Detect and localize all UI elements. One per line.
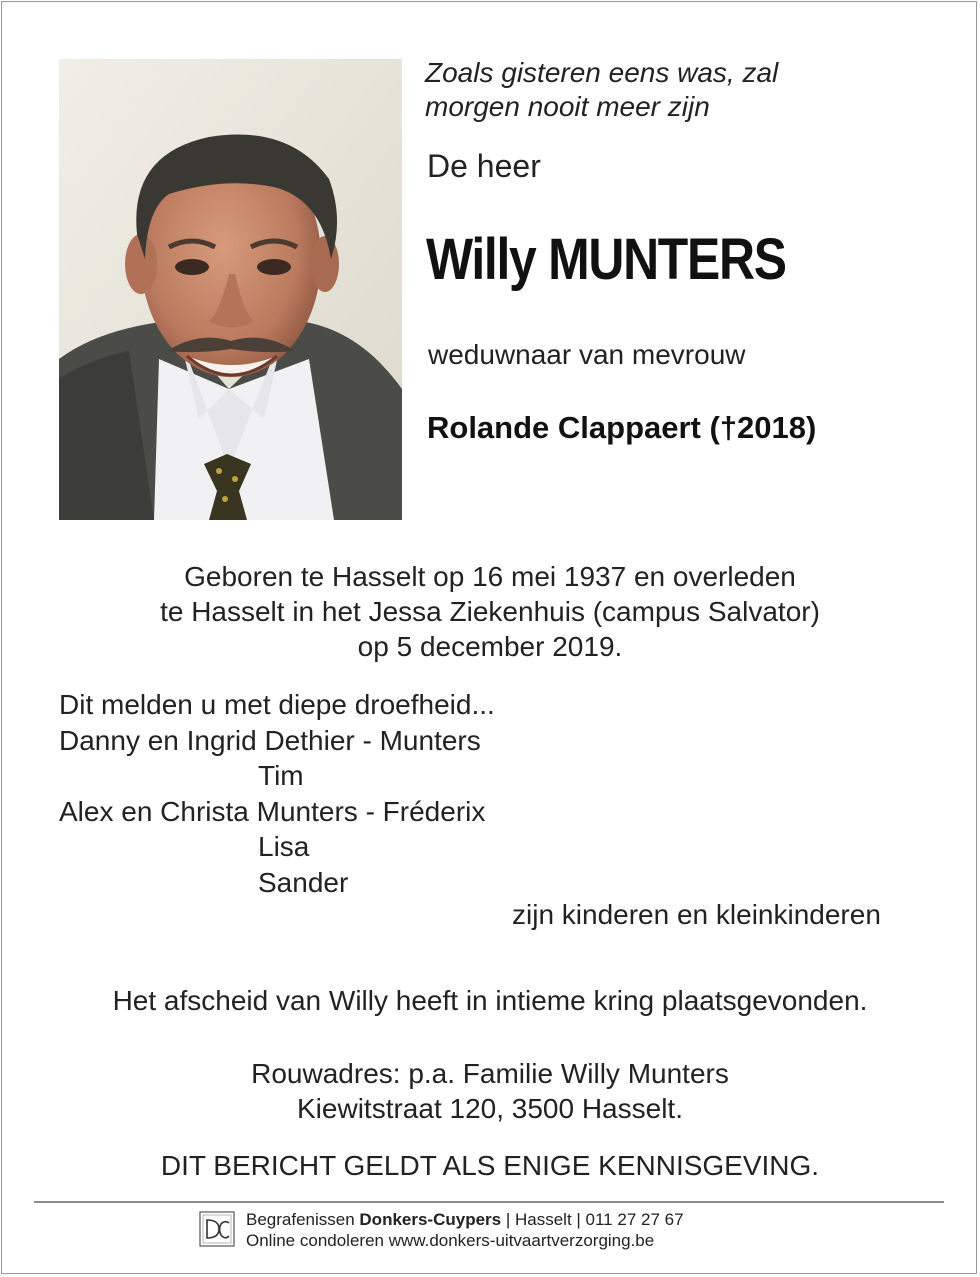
quote-line-2: morgen nooit meer zijn bbox=[425, 91, 710, 122]
footer-divider bbox=[34, 1201, 944, 1203]
notice-statement: DIT BERICHT GELDT ALS ENIGE KENNISGEVING. bbox=[160, 1150, 820, 1181]
portrait-icon bbox=[59, 59, 402, 520]
family-member: Danny en Ingrid Dethier - Munters bbox=[59, 724, 481, 756]
family-list bbox=[59, 687, 495, 900]
footer-prefix: Begrafenissen bbox=[246, 1210, 360, 1229]
mourning-address bbox=[0, 1056, 980, 1126]
address-line-1: Rouwadres: p.a. Familie Willy Munters bbox=[251, 1058, 729, 1089]
address-line-2: Kiewitstraat 120, 3500 Hasselt. bbox=[297, 1093, 683, 1124]
footer-line-1 bbox=[246, 1209, 684, 1230]
memorial-quote bbox=[425, 56, 778, 124]
honorific: De heer bbox=[427, 148, 541, 184]
portrait-photo bbox=[59, 59, 402, 520]
footer-text bbox=[246, 1209, 684, 1251]
deceased-name: Willy MUNTERS bbox=[426, 227, 786, 292]
family-relation: zijn kinderen en kleinkinderen bbox=[512, 899, 881, 930]
quote-line-1: Zoals gisteren eens was, zal bbox=[425, 57, 779, 88]
farewell-statement: Het afscheid van Willy heeft in intieme kring plaatsgevonden. bbox=[112, 985, 868, 1016]
footer-line-2[interactable]: Online condoleren www.donkers-uitvaartverzorging.be bbox=[246, 1231, 655, 1250]
funeral-home-logo-icon bbox=[199, 1211, 235, 1247]
birth-death-line-1: Geboren te Hasselt op 16 mei 1937 en overleden bbox=[184, 561, 796, 592]
family-member: Alex en Christa Munters - Fréderix bbox=[59, 795, 486, 827]
family-member: Sander bbox=[258, 866, 349, 898]
footer-contact: | Hasselt | 011 27 27 67 bbox=[501, 1210, 684, 1229]
birth-death-line-3: op 5 december 2019. bbox=[357, 631, 623, 662]
spouse-label: weduwnaar van mevrouw bbox=[428, 339, 746, 370]
spouse-name: Rolande Clappaert (†2018) bbox=[427, 410, 817, 445]
family-intro: Dit melden u met diepe droefheid... bbox=[59, 689, 495, 720]
family-member: Lisa bbox=[258, 831, 310, 862]
footer-company: Donkers-Cuypers bbox=[359, 1210, 502, 1229]
birth-death-line-2: te Hasselt in het Jessa Ziekenhuis (campus Salvator) bbox=[160, 596, 820, 627]
birth-death-statement bbox=[0, 559, 980, 664]
family-member: Tim bbox=[258, 760, 304, 791]
